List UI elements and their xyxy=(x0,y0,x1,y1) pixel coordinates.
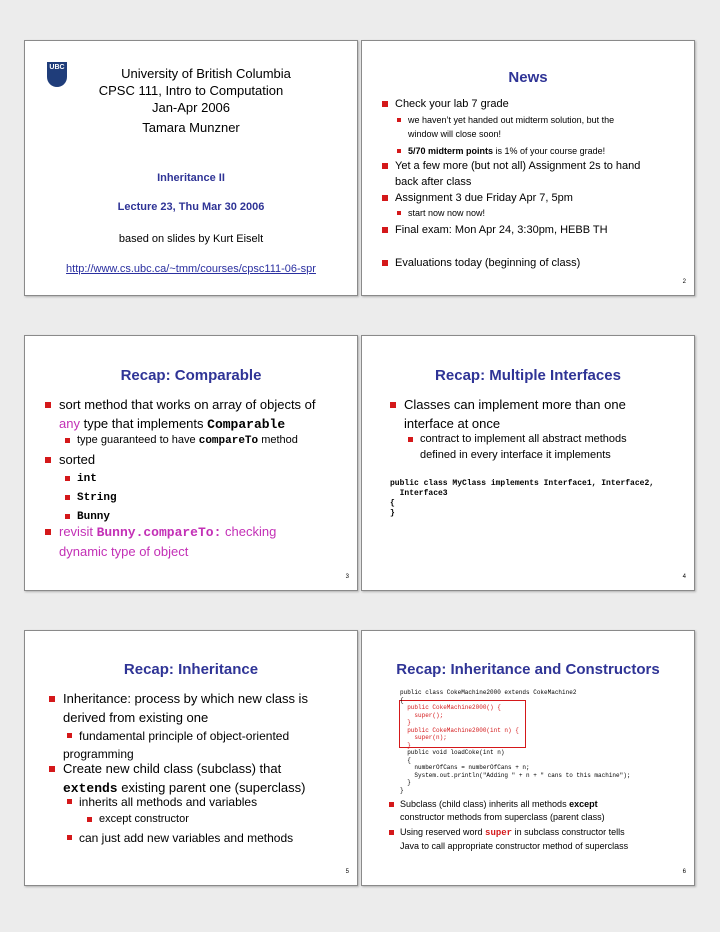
lecture-title: Inheritance II xyxy=(157,172,225,184)
code-block: public class MyClass implements Interface1, Interface2, Interface3 { } xyxy=(390,479,655,518)
sub-bullet: can just add new variables and methods xyxy=(79,829,351,847)
sub-bullet: int xyxy=(77,470,97,487)
page-number: 4 xyxy=(682,574,686,580)
sub-bullet: String xyxy=(77,489,117,506)
slide-5-recap-inheritance xyxy=(24,630,358,886)
bullet: Classes can implement more than one interface at once xyxy=(404,395,688,433)
bullet: Using reserved word super in subclass constructor tells Java to call appropriate constructor method of superclass xyxy=(400,826,690,853)
sub-bullet: inherits all methods and variables xyxy=(79,793,351,811)
slide-6-recap-inheritance-constructors xyxy=(361,630,695,886)
slide-title: Recap: Comparable xyxy=(120,367,262,384)
university-name: University of British Columbia xyxy=(121,66,291,81)
bullet: Yet a few more (but not all) Assignment 2s to hand back after class xyxy=(395,158,685,190)
ubc-logo: UBC xyxy=(47,62,67,87)
term: Jan-Apr 2006 xyxy=(151,100,231,115)
page-number: 6 xyxy=(682,869,686,875)
bullet: sort method that works on array of objects of any type that implements Comparable xyxy=(59,395,351,434)
slide-title: Recap: Multiple Interfaces xyxy=(435,367,621,384)
slide-title: Recap: Inheritance and Constructors xyxy=(396,661,660,678)
slide-title: Recap: Inheritance xyxy=(123,661,259,678)
bullet: Inheritance: process by which new class is derived from existing one xyxy=(63,689,353,727)
slide-4-recap-multiple-interfaces xyxy=(361,335,695,591)
page-number: 2 xyxy=(682,279,686,285)
sub-bullet: 5/70 midterm points is 1% of your course grade! xyxy=(408,144,690,158)
instructor: Tamara Munzner xyxy=(142,120,240,135)
sub-bullet: start now now now! xyxy=(408,206,690,220)
slide-3-recap-comparable xyxy=(24,335,358,591)
code-block: public class CokeMachine2000 extends CokeMachine2 { public CokeMachine2000() { super(); } public CokeMachine2000(int n) { super(n); } public void loadCoke(int n) { numberOfCans = numberOfCans + n; System.out.println("Adding " + n + " cans to this machine"); } } xyxy=(400,689,631,794)
sub-bullet: contract to implement all abstract methods defined in every interface it implements xyxy=(420,431,688,463)
sub-bullet: type guaranteed to have compareTo method xyxy=(77,432,349,449)
bullet: Check your lab 7 grade xyxy=(395,96,685,112)
bullet: sorted xyxy=(59,450,351,469)
slide-2-news xyxy=(361,40,695,296)
bullet: Evaluations today (beginning of class) xyxy=(395,255,685,271)
sub-bullet: Bunny xyxy=(77,508,110,525)
sub-bullet: fundamental principle of object-oriented programming xyxy=(79,727,351,763)
page-number: 3 xyxy=(345,574,349,580)
sub-bullet: we haven’t yet handed out midterm solution, but the window will close soon! xyxy=(408,113,690,141)
bullet: Subclass (child class) inherits all methods except constructor methods from superclass (parent class) xyxy=(400,798,690,824)
credit-line: based on slides by Kurt Eiselt xyxy=(118,233,264,245)
slide-title: News xyxy=(508,69,548,86)
bullet: Assignment 3 due Friday Apr 7, 5pm xyxy=(395,190,685,206)
lecture-date: Lecture 23, Thu Mar 30 2006 xyxy=(117,201,265,213)
page-number: 5 xyxy=(345,869,349,875)
bullet: Create new child class (subclass) that extends existing parent one (superclass) xyxy=(63,759,353,798)
wrap-line: programming xyxy=(63,747,134,761)
bullet: revisit Bunny.compareTo: checking dynamic type of object xyxy=(59,522,351,561)
sub-sub-bullet: except constructor xyxy=(99,811,349,827)
slide-1-title xyxy=(24,40,358,296)
course-name: CPSC 111, Intro to Computation xyxy=(98,83,284,98)
bullet: Final exam: Mon Apr 24, 3:30pm, HEBB TH xyxy=(395,222,685,238)
wrap-line: extends existing parent one (superclass) xyxy=(63,780,306,796)
course-url-link[interactable]: http://www.cs.ubc.ca/~tmm/courses/cpsc111-06-spr xyxy=(66,263,316,275)
